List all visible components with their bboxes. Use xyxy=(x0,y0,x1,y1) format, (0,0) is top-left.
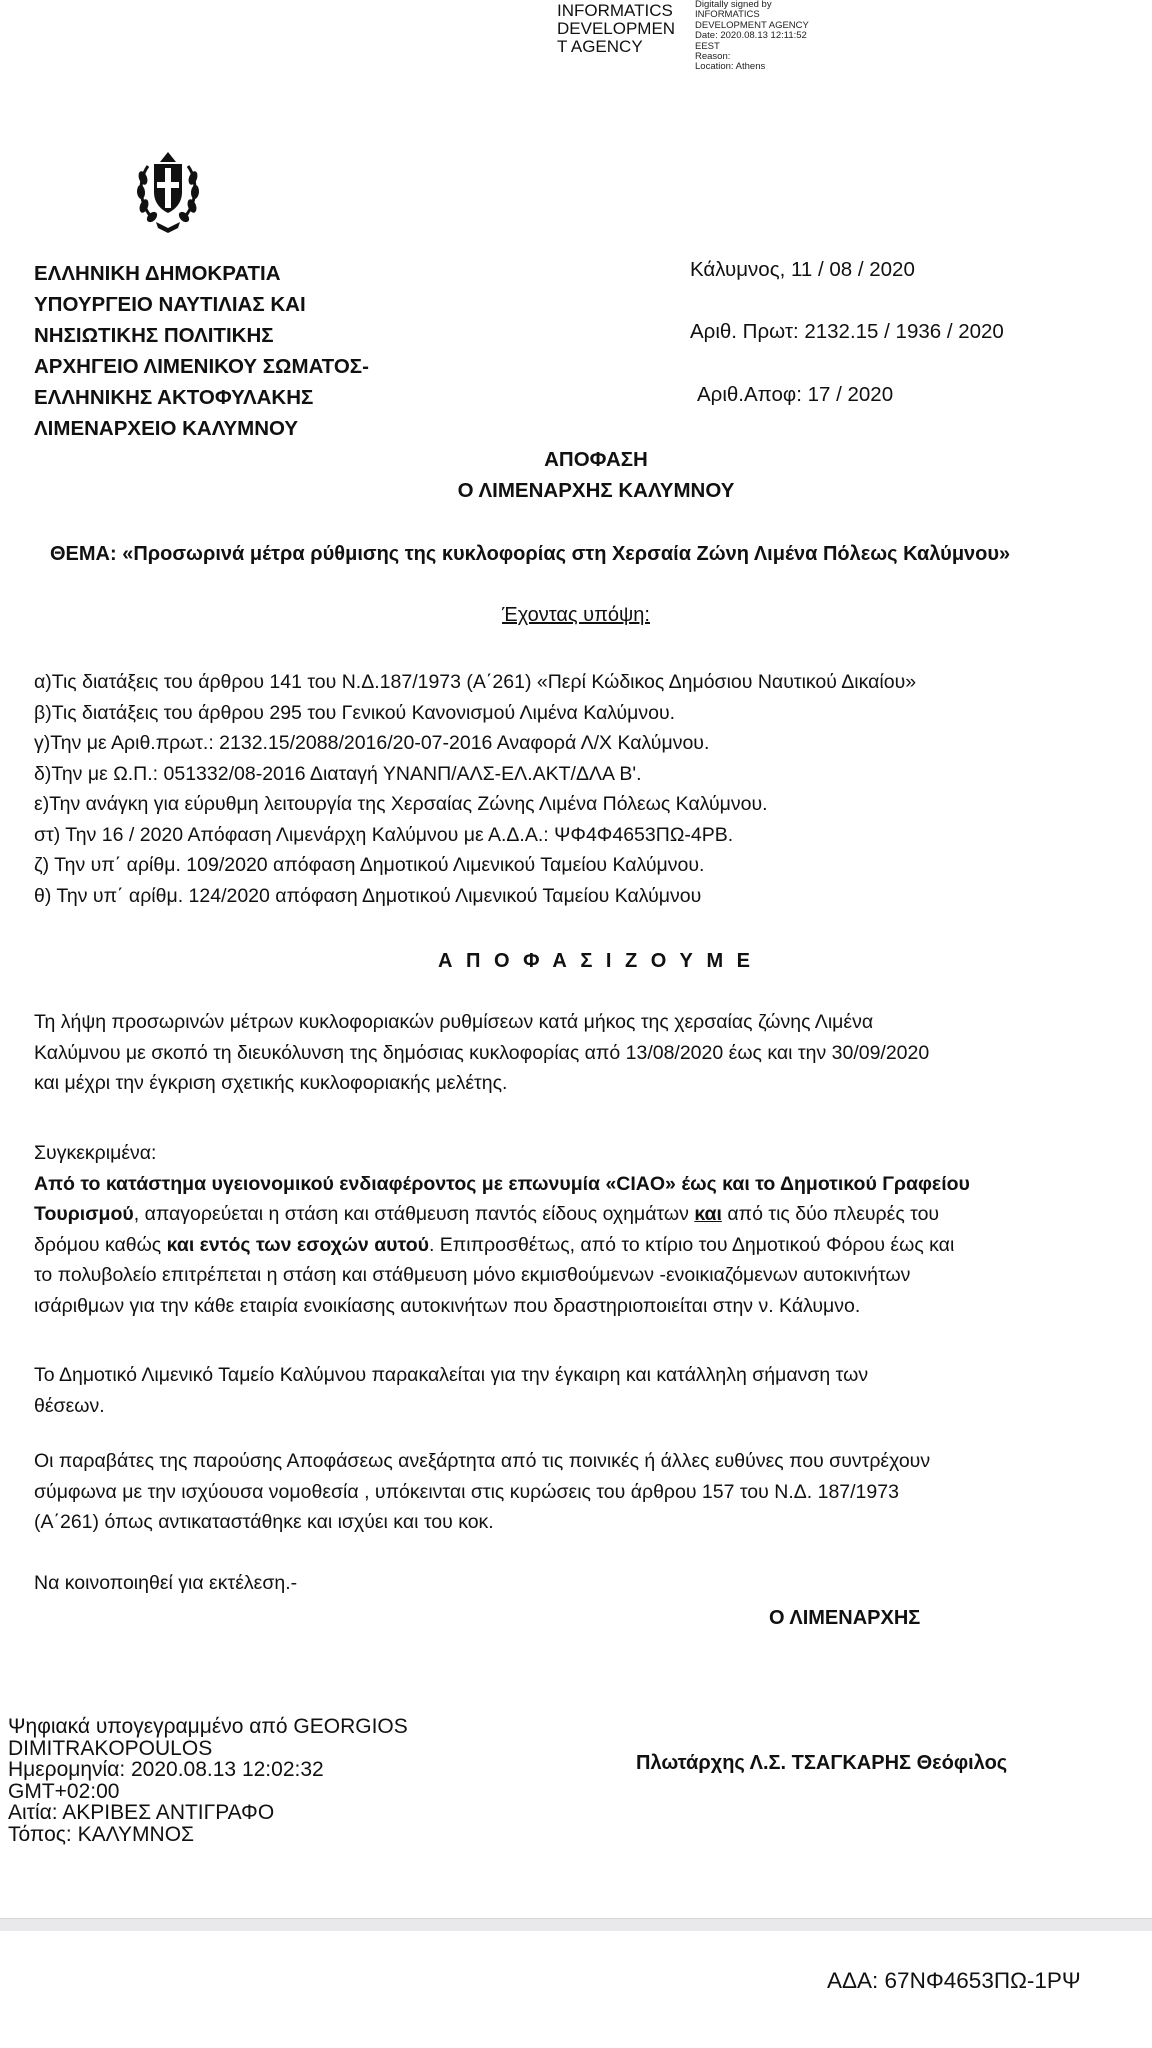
decision-number: Αριθ.Αποφ: 17 / 2020 xyxy=(697,383,894,406)
document-issuer-title: Ο ΛΙΜΕΝΑΡΧΗΣ ΚΑΛΥΜΝΟΥ xyxy=(457,479,735,502)
signer-name: Πλωτάρχης Λ.Σ. ΤΣΑΓΚΑΡΗΣ Θεόφιλος xyxy=(636,1752,1008,1774)
signature-detail-line: Ψηφιακά υπογεγραμμένο από GEORGIOS xyxy=(8,1715,408,1738)
text-span: . Επιπροσθέτως, από το κτίριο του Δημοτικού Φόρου έως και xyxy=(428,1233,955,1256)
list-item: α)Τις διατάξεις του άρθρου 141 του Ν.Δ.187/1973 (Α΄261) «Περί Κώδικος Δημόσιου Ναυτικού Δικαίου» xyxy=(34,671,917,693)
document-subject: ΘΕΜΑ: «Προσωρινά μέτρα ρύθμισης της κυκλοφορίας στη Χερσαία Ζώνη Λιμένα Πόλεως Καλύμνου» xyxy=(50,543,1011,565)
decision-heading: Α Π Ο Φ Α Σ Ι Ζ Ο Υ Μ Ε xyxy=(438,950,754,972)
signature-detail-line: EEST xyxy=(695,40,720,52)
page-separator xyxy=(0,1918,1152,1931)
signature-detail-line: DEVELOPMENT AGENCY xyxy=(695,19,809,31)
specifics-paragraph xyxy=(34,1138,970,1321)
considering-list xyxy=(34,667,916,911)
authority-line: ΑΡΧΗΓΕΙΟ ΛΙΜΕΝΙΚΟΥ ΣΩΜΑΤΟΣ- xyxy=(34,355,369,378)
signature-detail-line: DIMITRAKOPOULOS xyxy=(8,1736,213,1760)
protocol-number: Αριθ. Πρωτ: 2132.15 / 1936 / 2020 xyxy=(690,320,1004,343)
penalties-paragraph xyxy=(34,1446,930,1538)
ada-code: ΑΔΑ: 67ΝΦ4653ΠΩ-1ΡΨ xyxy=(827,1968,1081,1993)
considering-heading: Έχοντας υπόψη: xyxy=(502,604,650,626)
paragraph-line: Οι παραβάτες της παρούσης Αποφάσεως ανεξάρτητα από τις ποινικές ή άλλες ευθύνες που συντρέχουν xyxy=(34,1450,931,1472)
paragraph-line: σύμφωνα με την ισχύουσα νομοθεσία , υπόκεινται στις κυρώσεις του άρθρου 157 του Ν.Δ. 187/1973 xyxy=(34,1480,899,1503)
specifics-label: Συγκεκριμένα: xyxy=(34,1142,157,1164)
issuing-authority xyxy=(34,258,369,444)
paragraph-line: και μέχρι την έγκριση σχετικής κυκλοφοριακής μελέτης. xyxy=(34,1072,508,1094)
greek-coat-of-arms-icon xyxy=(134,148,202,234)
list-item: δ)Την με Ω.Π.: 051332/08-2016 Διαταγή ΥΝΑΝΠ/ΑΛΣ-ΕΛ.ΑΚΤ/ΔΛΑ Β'. xyxy=(34,762,642,785)
signer-org-line: INFORMATICS xyxy=(557,1,673,20)
paragraph-line: Καλύμνου με σκοπό τη διευκόλυνση της δημόσιας κυκλοφορίας από 13/08/2020 έως και την 30/09/2020 xyxy=(34,1041,930,1064)
document-title: ΑΠΟΦΑΣΗ xyxy=(544,448,648,471)
bold-text: Τουρισμού xyxy=(34,1203,134,1225)
paragraph-line: (Α΄261) όπως αντικαταστάθηκε και ισχύει και του κοκ. xyxy=(34,1511,494,1533)
signage-paragraph xyxy=(34,1360,868,1421)
notification-line: Να κοινοποιηθεί για εκτέλεση.- xyxy=(34,1572,298,1594)
authority-line: ΝΗΣΙΩΤΙΚΗΣ ΠΟΛΙΤΙΚΗΣ xyxy=(34,324,274,347)
bold-text: και εντός των εσοχών αυτού xyxy=(166,1233,429,1256)
paragraph-line: Τη λήψη προσωρινών μέτρων κυκλοφοριακών ρυθμίσεων κατά μήκος της χερσαίας ζώνης Λιμένα xyxy=(34,1011,874,1033)
paragraph-line: θέσεων. xyxy=(34,1394,105,1417)
text-span: , απαγορεύεται η στάση και στάθμευση παντός είδους οχημάτων xyxy=(133,1203,695,1225)
signature-detail-line: Τόπος: ΚΑΛΥΜΝΟΣ xyxy=(8,1822,195,1846)
signature-detail-line: Date: 2020.08.13 12:11:52 xyxy=(695,30,807,42)
list-item: β)Τις διατάξεις του άρθρου 295 του Γενικού Κανονισμού Λιμένα Καλύμνου. xyxy=(34,701,676,724)
paragraph-line: Από το κατάστημα υγειονομικού ενδιαφέροντος με επωνυμία «CIAO» έως και το Δημοτικού Γραφείου xyxy=(34,1172,970,1195)
signer-title: Ο ΛΙΜΕΝΑΡΧΗΣ xyxy=(769,1607,921,1629)
paragraph-line: το πολυβολείο επιτρέπεται η στάση και στάθμευση μόνο εκμισθούμενων -ενοικιαζόμενων αυτοκινήτων xyxy=(34,1264,911,1286)
list-item: ε)Την ανάγκη για εύρυθμη λειτουργία της Χερσαίας Ζώνης Λιμένα Πόλεως Καλύμνου. xyxy=(34,793,768,815)
text-span: δρόμου καθώς xyxy=(34,1233,167,1256)
signer-org-line: T AGENCY xyxy=(557,37,643,56)
digital-signature-details xyxy=(8,1716,408,1845)
signature-detail-line: Digitally signed by xyxy=(695,0,772,10)
signer-org-line: DEVELOPMEN xyxy=(557,19,676,38)
signature-detail-line: Ημερομηνία: 2020.08.13 12:02:32 xyxy=(8,1758,324,1781)
text-span: από τις δύο πλευρές του xyxy=(721,1203,940,1225)
signature-detail-line: INFORMATICS xyxy=(695,9,760,21)
document-date: Κάλυμνος, 11 / 08 / 2020 xyxy=(690,258,915,281)
authority-line: ΥΠΟΥΡΓΕΙΟ ΝΑΥΤΙΛΙΑΣ ΚΑΙ xyxy=(34,293,306,316)
signer-org-name xyxy=(557,2,675,56)
signature-detail-line: Αιτία: ΑΚΡΙΒΕΣ ΑΝΤΙΓΡΑΦΟ xyxy=(8,1801,275,1824)
underlined-text: και xyxy=(694,1203,722,1225)
list-item: γ)Την με Αριθ.πρωτ.: 2132.15/2088/2016/20-07-2016 Αναφορά Λ/Χ Καλύμνου. xyxy=(34,732,710,754)
authority-line: ΛΙΜΕΝΑΡΧΕΙΟ ΚΑΛΥΜΝΟΥ xyxy=(34,417,299,440)
authority-line: ΕΛΛΗΝΙΚΗΣ ΑΚΤΟΦΥΛΑΚΗΣ xyxy=(34,386,314,409)
signature-details xyxy=(695,0,809,73)
paragraph-line: Το Δημοτικό Λιμενικό Ταμείο Καλύμνου παρακαλείται για την έγκαιρη και κατάλληλη σήμανση των xyxy=(34,1364,869,1386)
paragraph-line: ισάριθμων για την κάθε εταιρία ενοικίασης αυτοκινήτων που δραστηριοποιείται στην ν. Κάλυμνο. xyxy=(34,1294,861,1317)
signature-detail-line: Location: Athens xyxy=(695,61,766,73)
paragraph-line xyxy=(34,1199,970,1230)
list-item: ζ) Την υπ΄ αρίθμ. 109/2020 απόφαση Δημοτικού Λιμενικού Ταμείου Καλύμνου. xyxy=(34,854,705,876)
authority-line: ΕΛΛΗΝΙΚΗ ΔΗΜΟΚΡΑΤΙΑ xyxy=(34,262,281,285)
signature-detail-line: GMT+02:00 xyxy=(8,1779,120,1803)
decision-paragraph xyxy=(34,1007,929,1099)
paragraph-line xyxy=(34,1230,970,1261)
signature-detail-line: Reason: xyxy=(695,51,731,63)
list-item: στ) Την 16 / 2020 Απόφαση Λιμενάρχη Καλύμνου με Α.Δ.Α.: ΨΦ4Φ4653ΠΩ-4ΡΒ. xyxy=(34,823,734,846)
list-item: θ) Την υπ΄ αρίθμ. 124/2020 απόφαση Δημοτικού Λιμενικού Ταμείου Καλύμνου xyxy=(34,884,702,907)
